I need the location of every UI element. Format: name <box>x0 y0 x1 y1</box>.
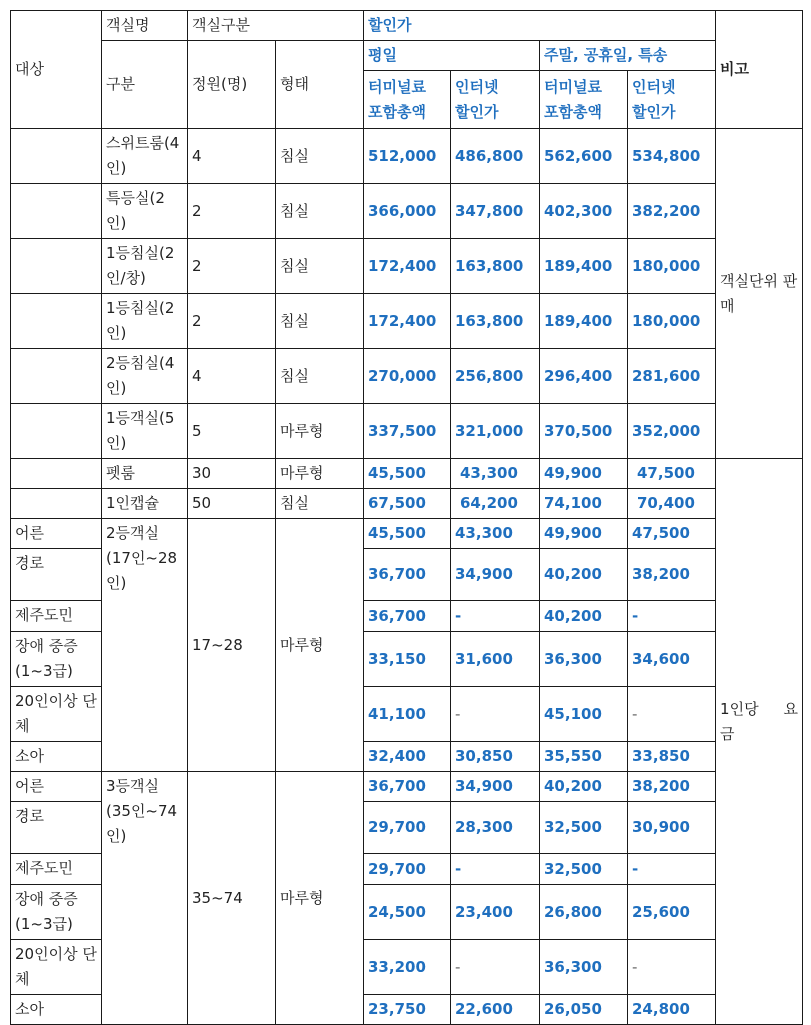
cell-capacity: 35~74 <box>188 772 276 1025</box>
cell-weekend-internet: 30,900 <box>628 802 716 854</box>
cell-room-name: 스위트룸(4인) <box>102 129 188 184</box>
header-terminal-line2: 포함총액 <box>368 102 426 121</box>
cell-weekend-internet: 24,800 <box>628 995 716 1025</box>
cell-weekend-terminal: 35,550 <box>540 742 628 772</box>
table-row <box>11 519 803 549</box>
table-row <box>11 184 803 239</box>
room-name-line3: 인) <box>106 827 127 845</box>
cell-weekend-terminal: 49,900 <box>540 459 628 489</box>
cell-target: 제주도민 <box>11 854 102 885</box>
cell-capacity: 17~28 <box>188 519 276 772</box>
cell-weekday-terminal: 33,150 <box>364 632 451 687</box>
header-category: 구분 <box>102 41 188 129</box>
cell-weekday-terminal: 33,200 <box>364 940 451 995</box>
cell-weekend-internet: 38,200 <box>628 772 716 802</box>
header-terminal-line1: 터미널료 <box>544 77 602 96</box>
cell-target <box>11 294 102 349</box>
header-internet-line1: 인터넷 <box>632 77 676 96</box>
cell-type: 마루형 <box>276 459 364 489</box>
cell-room-name: 1인캡슐 <box>102 489 188 519</box>
cell-weekday-terminal: 366,000 <box>364 184 451 239</box>
cell-weekday-internet: 321,000 <box>451 404 540 459</box>
room-name-line2: (17인~28 <box>106 549 178 567</box>
cell-weekday-internet: 23,400 <box>451 885 540 940</box>
room-name-line3: 인) <box>106 574 127 592</box>
cell-weekday-terminal: 36,700 <box>364 549 451 601</box>
cell-target: 장애 중증(1~3급) <box>11 885 102 940</box>
cell-room-name: 특등실(2인) <box>102 184 188 239</box>
cell-weekend-internet: - <box>628 940 716 995</box>
cell-capacity: 30 <box>188 459 276 489</box>
cell-weekend-internet: 25,600 <box>628 885 716 940</box>
cell-weekend-terminal: 32,500 <box>540 802 628 854</box>
cell-room-name <box>102 772 188 1025</box>
cell-weekend-terminal: 562,600 <box>540 129 628 184</box>
cell-capacity: 2 <box>188 294 276 349</box>
cell-weekend-terminal: 370,500 <box>540 404 628 459</box>
header-weekday: 평일 <box>364 41 540 71</box>
cell-type: 침실 <box>276 184 364 239</box>
cell-target: 20인이상 단체 <box>11 940 102 995</box>
cell-capacity: 2 <box>188 239 276 294</box>
header-we-internet <box>628 71 716 129</box>
header-internet-line1: 인터넷 <box>455 77 499 96</box>
cell-weekend-internet: 281,600 <box>628 349 716 404</box>
cell-weekday-terminal: 172,400 <box>364 294 451 349</box>
cell-weekend-internet: - <box>628 687 716 742</box>
cell-target: 경로 <box>11 802 102 854</box>
cell-weekday-internet: 163,800 <box>451 239 540 294</box>
cell-weekday-internet: 486,800 <box>451 129 540 184</box>
cell-target <box>11 239 102 294</box>
cell-weekend-terminal: 189,400 <box>540 294 628 349</box>
header-room-name: 객실명 <box>102 11 188 41</box>
cell-weekend-terminal: 36,300 <box>540 632 628 687</box>
header-capacity: 정원(명) <box>188 41 276 129</box>
cell-weekend-internet: 47,500 <box>628 459 716 489</box>
header-remarks: 비고 <box>716 11 803 129</box>
header-row-1 <box>11 11 803 41</box>
cell-target: 제주도민 <box>11 601 102 632</box>
table-row <box>11 404 803 459</box>
person-remark-line2: 금 <box>720 724 735 743</box>
cell-weekday-internet: 43,300 <box>451 519 540 549</box>
cell-weekday-internet: 163,800 <box>451 294 540 349</box>
cell-room-name <box>102 519 188 772</box>
cell-room-remark: 객실단위 판매 <box>716 129 803 459</box>
cell-type: 침실 <box>276 349 364 404</box>
cell-weekend-terminal: 26,800 <box>540 885 628 940</box>
cell-weekday-internet: 34,900 <box>451 772 540 802</box>
cell-room-name: 펫룸 <box>102 459 188 489</box>
cell-weekend-terminal: 40,200 <box>540 601 628 632</box>
cell-capacity: 50 <box>188 489 276 519</box>
room-name-line1: 3등객실 <box>106 777 160 795</box>
header-terminal-line2: 포함총액 <box>544 102 602 121</box>
cell-weekday-internet: 256,800 <box>451 349 540 404</box>
cell-weekday-terminal: 23,750 <box>364 995 451 1025</box>
cell-weekday-terminal: 36,700 <box>364 772 451 802</box>
cell-weekday-terminal: 512,000 <box>364 129 451 184</box>
cell-target <box>11 404 102 459</box>
cell-capacity: 2 <box>188 184 276 239</box>
cell-type: 마루형 <box>276 772 364 1025</box>
cell-weekday-terminal: 32,400 <box>364 742 451 772</box>
cell-weekend-internet: 352,000 <box>628 404 716 459</box>
cell-weekday-terminal: 45,500 <box>364 519 451 549</box>
cell-room-name: 1등객실(5인) <box>102 404 188 459</box>
header-wd-internet <box>451 71 540 129</box>
table-row <box>11 349 803 404</box>
fare-table-body <box>11 11 803 1025</box>
cell-target <box>11 489 102 519</box>
cell-weekday-internet: 64,200 <box>451 489 540 519</box>
cell-weekday-terminal: 36,700 <box>364 601 451 632</box>
cell-target: 소아 <box>11 742 102 772</box>
cell-type: 마루형 <box>276 519 364 772</box>
cell-weekday-internet: 43,300 <box>451 459 540 489</box>
cell-target <box>11 459 102 489</box>
cell-weekend-terminal: 49,900 <box>540 519 628 549</box>
cell-weekend-terminal: 74,100 <box>540 489 628 519</box>
cell-capacity: 4 <box>188 349 276 404</box>
table-row <box>11 129 803 184</box>
fare-table <box>10 10 803 1025</box>
cell-target: 20인이상 단체 <box>11 687 102 742</box>
cell-target <box>11 129 102 184</box>
table-row <box>11 239 803 294</box>
header-weekend: 주말, 공휴일, 특송 <box>540 41 716 71</box>
cell-weekend-terminal: 189,400 <box>540 239 628 294</box>
cell-type: 침실 <box>276 294 364 349</box>
cell-weekday-internet: 31,600 <box>451 632 540 687</box>
table-row <box>11 489 803 519</box>
cell-weekend-internet: 70,400 <box>628 489 716 519</box>
cell-weekday-internet: - <box>451 940 540 995</box>
cell-weekday-terminal: 29,700 <box>364 802 451 854</box>
cell-type: 침실 <box>276 239 364 294</box>
cell-weekday-terminal: 24,500 <box>364 885 451 940</box>
cell-weekend-internet: 33,850 <box>628 742 716 772</box>
cell-weekend-internet: 47,500 <box>628 519 716 549</box>
header-discount: 할인가 <box>364 11 716 41</box>
cell-weekend-terminal: 402,300 <box>540 184 628 239</box>
cell-weekday-terminal: 337,500 <box>364 404 451 459</box>
header-internet-line2: 할인가 <box>632 102 676 121</box>
cell-room-name: 1등침실(2인) <box>102 294 188 349</box>
cell-room-name: 2등침실(4인) <box>102 349 188 404</box>
cell-target: 소아 <box>11 995 102 1025</box>
cell-room-name: 1등침실(2인/창) <box>102 239 188 294</box>
room-name-line2: (35인~74 <box>106 802 178 820</box>
cell-target: 어른 <box>11 772 102 802</box>
cell-weekend-terminal: 40,200 <box>540 772 628 802</box>
cell-person-remark <box>716 459 803 1025</box>
cell-weekend-internet: - <box>628 854 716 885</box>
header-internet-line2: 할인가 <box>455 102 499 121</box>
cell-weekday-terminal: 45,500 <box>364 459 451 489</box>
cell-target <box>11 184 102 239</box>
header-target: 대상 <box>11 11 102 129</box>
cell-type: 마루형 <box>276 404 364 459</box>
header-terminal-line1: 터미널료 <box>368 77 426 96</box>
cell-weekday-internet: 28,300 <box>451 802 540 854</box>
cell-weekday-terminal: 29,700 <box>364 854 451 885</box>
cell-type: 침실 <box>276 129 364 184</box>
cell-target: 경로 <box>11 549 102 601</box>
cell-target <box>11 349 102 404</box>
cell-weekend-terminal: 296,400 <box>540 349 628 404</box>
cell-weekend-terminal: 36,300 <box>540 940 628 995</box>
cell-weekend-internet: 382,200 <box>628 184 716 239</box>
cell-weekend-internet: 180,000 <box>628 239 716 294</box>
cell-weekend-internet: 38,200 <box>628 549 716 601</box>
cell-weekday-internet: - <box>451 601 540 632</box>
cell-weekday-terminal: 270,000 <box>364 349 451 404</box>
cell-weekend-internet: - <box>628 601 716 632</box>
cell-capacity: 5 <box>188 404 276 459</box>
cell-weekend-terminal: 32,500 <box>540 854 628 885</box>
header-room-class: 객실구분 <box>188 11 364 41</box>
cell-target: 장애 중증(1~3급) <box>11 632 102 687</box>
header-type: 형태 <box>276 41 364 129</box>
header-wd-terminal <box>364 71 451 129</box>
cell-weekend-internet: 180,000 <box>628 294 716 349</box>
cell-weekday-internet: 34,900 <box>451 549 540 601</box>
cell-weekday-internet: 22,600 <box>451 995 540 1025</box>
cell-weekday-terminal: 67,500 <box>364 489 451 519</box>
cell-weekday-internet: 347,800 <box>451 184 540 239</box>
cell-weekend-terminal: 26,050 <box>540 995 628 1025</box>
header-we-terminal <box>540 71 628 129</box>
cell-weekday-internet: - <box>451 854 540 885</box>
table-row <box>11 772 803 802</box>
cell-weekday-terminal: 172,400 <box>364 239 451 294</box>
cell-weekday-terminal: 41,100 <box>364 687 451 742</box>
cell-weekend-terminal: 45,100 <box>540 687 628 742</box>
cell-weekend-internet: 534,800 <box>628 129 716 184</box>
person-remark-line1: 1인당 요 <box>720 699 799 718</box>
cell-target: 어른 <box>11 519 102 549</box>
cell-weekend-terminal: 40,200 <box>540 549 628 601</box>
room-name-line1: 2등객실 <box>106 524 160 542</box>
cell-weekend-internet: 34,600 <box>628 632 716 687</box>
cell-type: 침실 <box>276 489 364 519</box>
cell-weekday-internet: - <box>451 687 540 742</box>
table-row <box>11 459 803 489</box>
table-row <box>11 294 803 349</box>
cell-weekday-internet: 30,850 <box>451 742 540 772</box>
cell-capacity: 4 <box>188 129 276 184</box>
header-row-2 <box>11 41 803 71</box>
